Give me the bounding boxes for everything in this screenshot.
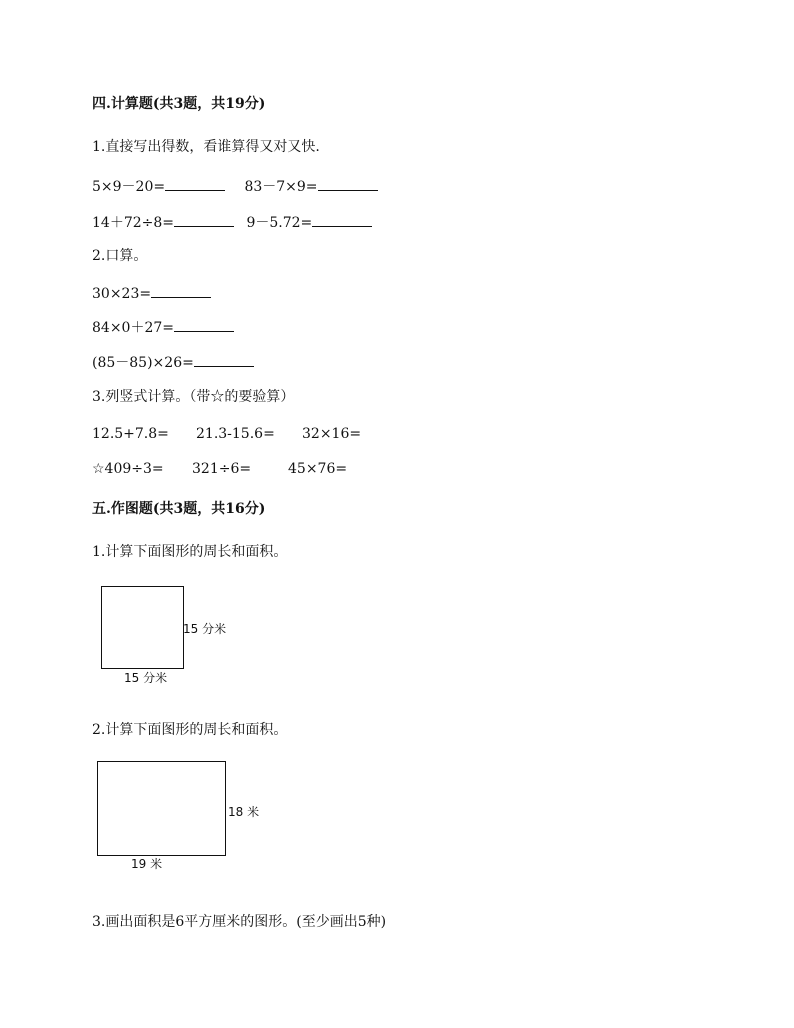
expression-text: 14＋72÷8= [92, 215, 174, 231]
answer-blank[interactable] [151, 283, 211, 298]
expression-item [244, 176, 377, 196]
square-bottom-label: 15 分米 [124, 671, 168, 685]
q2-item [92, 352, 254, 372]
expression-text: 84×0＋27= [92, 320, 174, 336]
expression-item [92, 176, 240, 196]
expression-text: 12.5+7.8= [92, 426, 169, 442]
expression-text: 30×23= [92, 286, 152, 302]
expression-text: 45×76= [288, 461, 348, 477]
expression-text: (85－85)×26= [92, 355, 194, 371]
q2-item [92, 317, 234, 337]
square-side-label: 15 分米 [183, 622, 227, 636]
q3-prompt: 3.列竖式计算。（带☆的要验算） [92, 389, 295, 405]
q1-row-2 [92, 212, 372, 232]
q2-item [92, 283, 211, 303]
answer-blank[interactable] [318, 176, 378, 191]
q3-row-1 [92, 425, 361, 443]
rectangle-side-label: 18 米 [228, 805, 260, 819]
expression-text: 83－7×9= [244, 179, 318, 195]
expression-text: 9－5.72= [246, 215, 313, 231]
expression-text: ☆409÷3= [92, 461, 164, 477]
expression-text: 321÷6= [192, 461, 252, 477]
expression-text: 32×16= [302, 426, 362, 442]
expression-item [92, 212, 242, 232]
s5-q1-prompt: 1.计算下面图形的周长和面积。 [92, 544, 288, 560]
q2-prompt: 2.口算。 [92, 248, 148, 264]
rectangle-figure [97, 761, 226, 856]
s5-q2-prompt: 2.计算下面图形的周长和面积。 [92, 722, 288, 738]
s5-q3-prompt: 3.画出面积是6平方厘米的图形。(至少画出5种) [92, 914, 387, 930]
expression-item [246, 212, 372, 232]
answer-blank[interactable] [194, 352, 254, 367]
q1-prompt: 1.直接写出得数，看谁算得又对又快. [92, 139, 320, 155]
answer-blank[interactable] [174, 317, 234, 332]
section5-title: 五.作图题(共3题，共16分) [92, 501, 266, 517]
expression-text: 21.3-15.6= [196, 426, 275, 442]
answer-blank[interactable] [174, 212, 234, 227]
expression-text: 5×9－20= [92, 179, 166, 195]
q1-row-1 [92, 176, 378, 196]
section4-title: 四.计算题(共3题，共19分) [92, 96, 266, 112]
answer-blank[interactable] [165, 176, 225, 191]
answer-blank[interactable] [312, 212, 372, 227]
rectangle-bottom-label: 19 米 [131, 857, 163, 871]
square-figure [101, 586, 184, 669]
q3-row-2 [92, 460, 347, 478]
